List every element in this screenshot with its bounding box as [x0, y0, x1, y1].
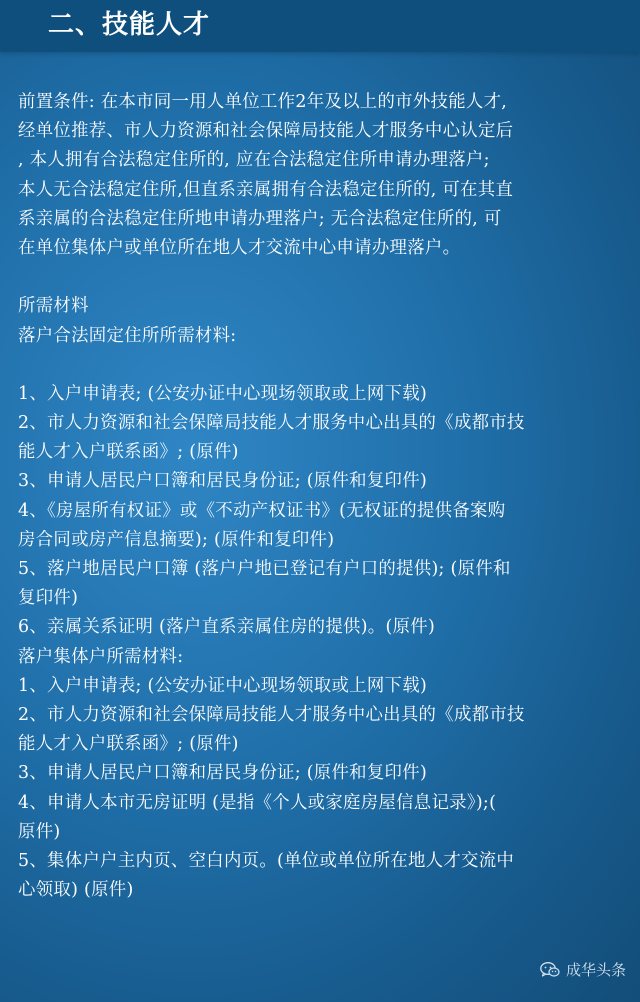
list-item: 2、市人力资源和社会保障局技能人才服务中心出具的《成都市技 [18, 704, 525, 725]
subsection-heading: 落户合法固定住所所需材料: [18, 325, 237, 346]
text-line: 在单位集体户或单位所在地人才交流中心申请办理落户。 [18, 237, 461, 258]
list-item: 1、入户申请表; (公安办证中心现场领取或上网下载) [18, 675, 428, 696]
text-line: 前置条件: 在本市同一用人单位工作2年及以上的市外技能人才, [18, 92, 508, 112]
materials-heading: 所需材料 [18, 296, 89, 317]
subsection-heading: 落户集体户所需材料: [18, 646, 184, 667]
list-item-continuation: 能人才入户联系函》; (原件) [18, 734, 239, 755]
watermark-text: 成华头条 [565, 961, 626, 979]
list-item-continuation: 能人才入户联系函》; (原件) [18, 442, 239, 463]
list-item: 5、集体户户主内页、空白内页。(单位或单位所在地人才交流中 [18, 850, 515, 871]
list-item: 2、市人力资源和社会保障局技能人才服务中心出具的《成都市技 [18, 413, 525, 434]
blank-line [18, 351, 626, 380]
text-line: 系亲属的合法稳定住所地申请办理落户; 无合法稳定住所的, 可 [18, 208, 502, 229]
text-line: 本人无合法稳定住所,但直系亲属拥有合法稳定住所的, 可在其直 [18, 179, 514, 200]
list-item: 5、落户地居民户口簿 (落户户地已登记有户口的提供); (原件和 [18, 559, 511, 579]
list-item: 3、申请人居民户口簿和居民身份证; (原件和复印件) [18, 471, 428, 492]
list-item: 6、亲属关系证明 (落户直系亲属住房的提供)。(原件) [18, 617, 436, 638]
section-title: 二、技能人才 [48, 10, 211, 40]
source-watermark [540, 959, 626, 980]
list-item: 3、申请人居民户口簿和居民身份证; (原件和复印件) [18, 763, 428, 784]
list-item-continuation: 心领取) (原件) [18, 880, 134, 901]
blank-line [18, 263, 626, 292]
list-item-continuation: 原件) [18, 821, 61, 842]
wechat-icon [540, 962, 560, 978]
text-line: 经单位推荐、市人力资源和社会保障局技能人才服务中心认定后 [18, 121, 514, 142]
section-header-bar [0, 0, 640, 52]
list-item: 4、申请人本市无房证明 (是指《个人或家庭房屋信息记录》);( [18, 792, 497, 813]
text-line: , 本人拥有合法稳定住所的, 应在合法稳定住所申请办理落户; [18, 150, 490, 171]
article-body [18, 88, 626, 905]
list-item-continuation: 房合同或房产信息摘要); (原件和复印件) [18, 529, 335, 550]
list-item: 1、入户申请表; (公安办证中心现场领取或上网下载) [18, 383, 428, 404]
list-item-continuation: 复印件) [18, 588, 79, 609]
list-item: 4、《房屋所有权证》或《不动产权证书》(无权证的提供备案购 [18, 500, 506, 521]
